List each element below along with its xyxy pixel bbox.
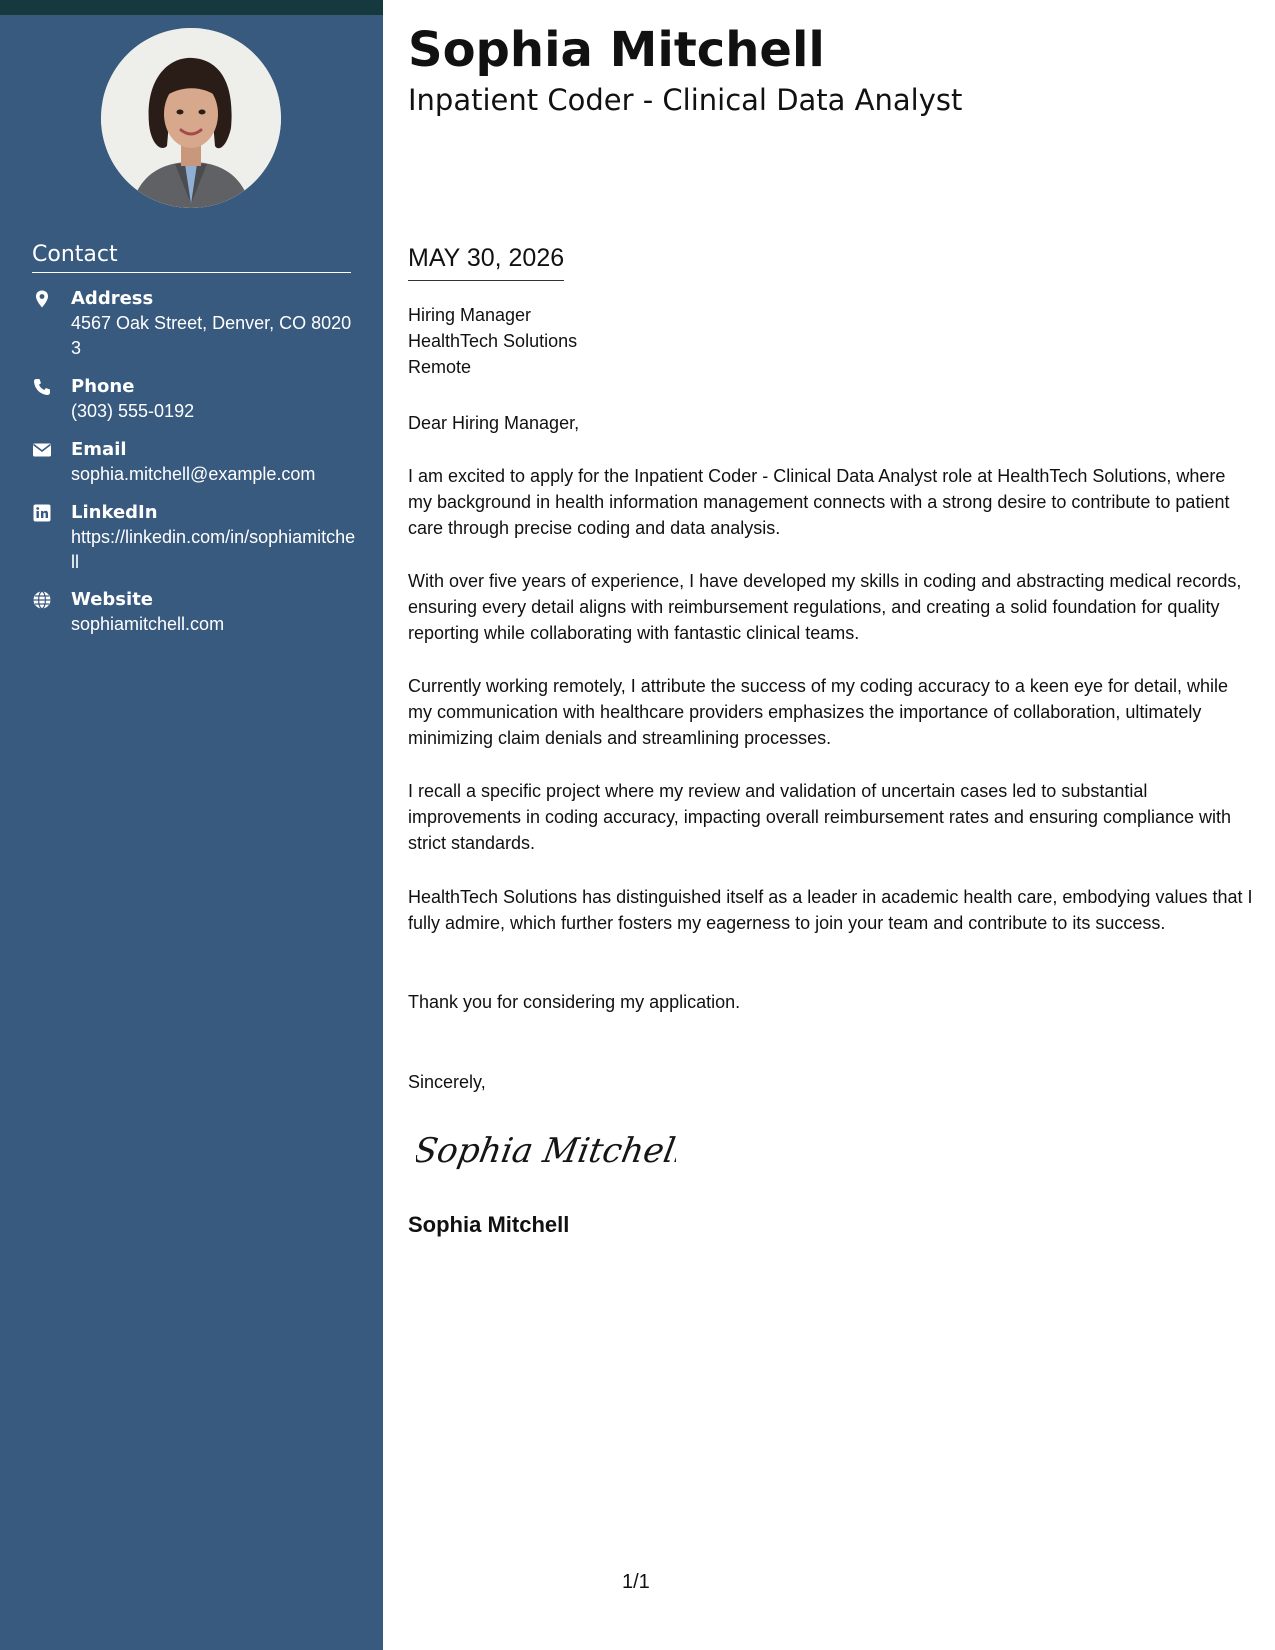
website-value[interactable]: sophiamitchell.com (71, 614, 225, 634)
linkedin-label: LinkedIn (71, 502, 158, 523)
globe-icon (32, 590, 52, 610)
paragraph: With over five years of experience, I have developed my skills in coding and abstracting medical records, ensuring every detail aligns with reimbursement regulations, and creating a solid foundation for quality reporting while collaborating with fantastic clinical teams. (408, 571, 1242, 643)
letter-date: MAY 30, 2026 (408, 243, 564, 281)
paragraph: I recall a specific project where my review and validation of uncertain cases led to substantial improvements in coding accuracy, impacting overall reimbursement rates and ensuring compliance with strict standards. (408, 781, 1232, 853)
phone-label: Phone (71, 376, 135, 397)
location-pin-icon (32, 289, 52, 309)
website-label: Website (71, 589, 154, 610)
email-label: Email (71, 439, 127, 460)
paragraph: HealthTech Solutions has distinguished itself as a leader in academic health care, embodying values that I fully admire, which further fosters my eagerness to join your team and contribute to its success. (408, 887, 1253, 933)
top-accent-bar (0, 0, 383, 15)
linkedin-icon (32, 503, 52, 523)
job-title: Inpatient Coder - Clinical Data Analyst (408, 83, 963, 117)
signed-name: Sophia Mitchell (408, 1212, 570, 1237)
contact-heading: Contact (32, 241, 351, 273)
recipient-line: Hiring Manager (408, 305, 532, 325)
signature-script: Sophia Mitchell (416, 1131, 676, 1171)
avatar (101, 28, 281, 208)
email-value[interactable]: sophia.mitchell@example.com (71, 464, 316, 484)
phone-icon (32, 377, 52, 397)
closing: Sincerely, (408, 1072, 486, 1092)
applicant-name: Sophia Mitchell (408, 22, 825, 78)
recipient-block (408, 302, 1253, 380)
recipient-line: HealthTech Solutions (408, 331, 578, 351)
address-value: 4567 Oak Street, Denver, CO 80203 (71, 313, 352, 358)
sidebar (0, 15, 383, 1650)
recipient-line: Remote (408, 357, 472, 377)
paragraph: Thank you for considering my application. (408, 992, 741, 1012)
paragraph: I am excited to apply for the Inpatient Coder - Clinical Data Analyst role at HealthTech Solutions, where my background in health information management connects with a strong desire to contribute to patient care through precise coding and data analysis. (408, 466, 1230, 538)
page-number: 1/1 (622, 1571, 650, 1593)
linkedin-value[interactable]: https://linkedin.com/in/sophiamitchell (71, 527, 356, 572)
handwritten-signature (416, 1118, 676, 1183)
paragraph: Currently working remotely, I attribute the success of my coding accuracy to a keen eye for detail, while my communication with healthcare providers emphasizes the importance of collaboration, ultimately minimizing claim denials and streamlining processes. (408, 676, 1229, 748)
envelope-icon (32, 440, 52, 460)
salutation: Dear Hiring Manager, (408, 413, 580, 433)
address-label: Address (71, 288, 154, 309)
phone-value[interactable]: (303) 555-0192 (71, 401, 195, 421)
